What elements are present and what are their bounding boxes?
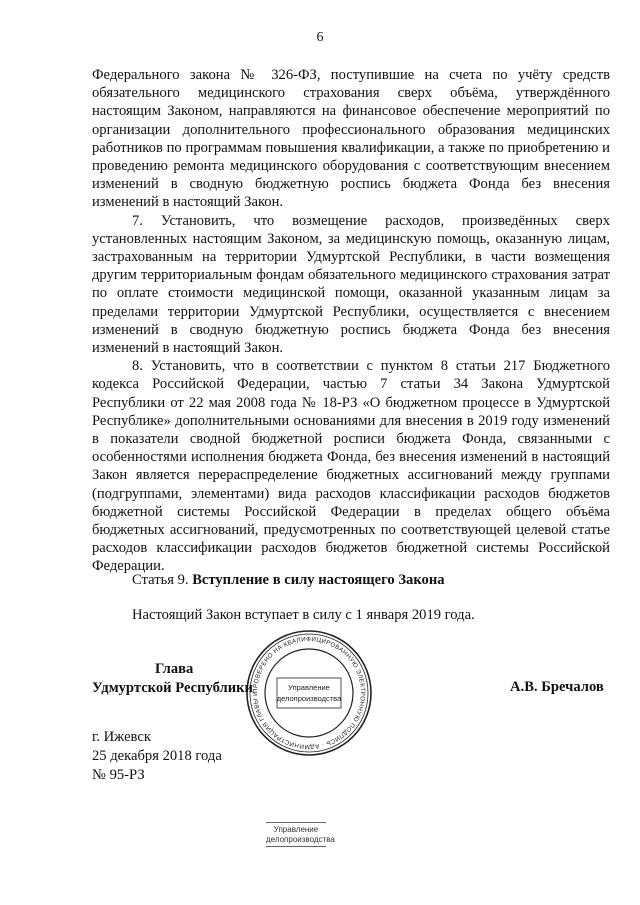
signatory-title-line1: Глава xyxy=(155,661,194,677)
bottom-stamp xyxy=(266,822,335,847)
official-seal xyxy=(244,628,374,758)
place: г. Ижевск xyxy=(92,729,151,745)
bottom-stamp-line1: Управление xyxy=(273,825,319,834)
body-text xyxy=(92,66,610,576)
paragraph-7: 7. Установить, что возмещение расходов, произведённых сверх установленных настоящим Законом, за медицинскую помощь, оказанную лицам, застрахованным на территории Удмуртской Республики, в части возмещения другим территориальным фондам обязательного медицинского страхования затрат по оплате стоимости медицинской помощи, оказанной указанным лицам за пределами территории Удмуртской Республики, осуществляется с внесением изменений в сводную бюджетную роспись бюджета Фонда без внесения изменений в настоящий Закон. xyxy=(92,212,610,357)
article-9-text: Настоящий Закон вступает в силу с 1 января 2019 года. xyxy=(132,607,475,623)
seal-center-line1: Управление xyxy=(288,683,330,692)
seal-outer-text: ПРОВЕРЕНО НА КВАЛИФИЦИРОВАННУЮ ЭЛЕКТРОННУЮ ПОДПИСЬ · АДМИНИСТРАЦИЯ ГЛАВЫ И xyxy=(251,635,367,751)
signatory-title xyxy=(92,660,253,698)
law-number: № 95-РЗ xyxy=(92,767,145,783)
signatory-name: А.В. Бречалов xyxy=(510,679,604,695)
article-9-prefix: Статья 9. xyxy=(132,572,193,588)
article-9-heading xyxy=(132,572,445,589)
article-9-title: Вступление в силу настоящего Закона xyxy=(192,572,445,588)
bottom-stamp-line2: делопроизводства xyxy=(266,834,335,844)
paragraph-continuation: Федерального закона № 326-ФЗ, поступившие на счета по учёту средств обязательного медицинского страхования сверх объёма, утверждённого настоящим Законом, направляются на финансовое обеспечение мероприятий по организации дополнительного профессионального образования медицинских работников по программам повышения квалификации, а также по приобретению и проведению ремонта медицинского оборудования с соответствующим внесением изменений в сводную бюджетную роспись бюджета Фонда без внесения изменений в настоящий Закон. xyxy=(92,67,610,211)
page-number: 6 xyxy=(316,30,324,45)
date: 25 декабря 2018 года xyxy=(92,748,222,764)
signatory-title-line2: Удмуртской Республики xyxy=(92,680,253,696)
place-date-block xyxy=(92,728,222,785)
seal-center-line2: делопроизводства xyxy=(276,694,342,703)
paragraph-8: 8. Установить, что в соответствии с пунктом 8 статьи 217 Бюджетного кодекса Российской Федерации, частью 7 статьи 34 Закона Удмуртской Республики от 22 мая 2008 года № 18-РЗ «О бюджетном процессе в Удмуртской Республике» дополнительными основаниями для внесения в 2019 году изменений в показатели сводной бюджетной росписи бюджета Фонда, связанными с особенностями исполнения бюджета Фонда, без внесения изменений в настоящий Закон является перераспределение бюджетных ассигнований между группами (подгруппами, элементами) вида расходов классификации расходов бюджетов бюджетной системы Российской Федерации в пределах общего объёма бюджетных ассигнований, предусмотренных по соответствующей целевой статье расходов классификации расходов бюджетов бюджетной системы Российской Федерации. xyxy=(92,358,610,575)
seal-graphic xyxy=(244,628,374,758)
